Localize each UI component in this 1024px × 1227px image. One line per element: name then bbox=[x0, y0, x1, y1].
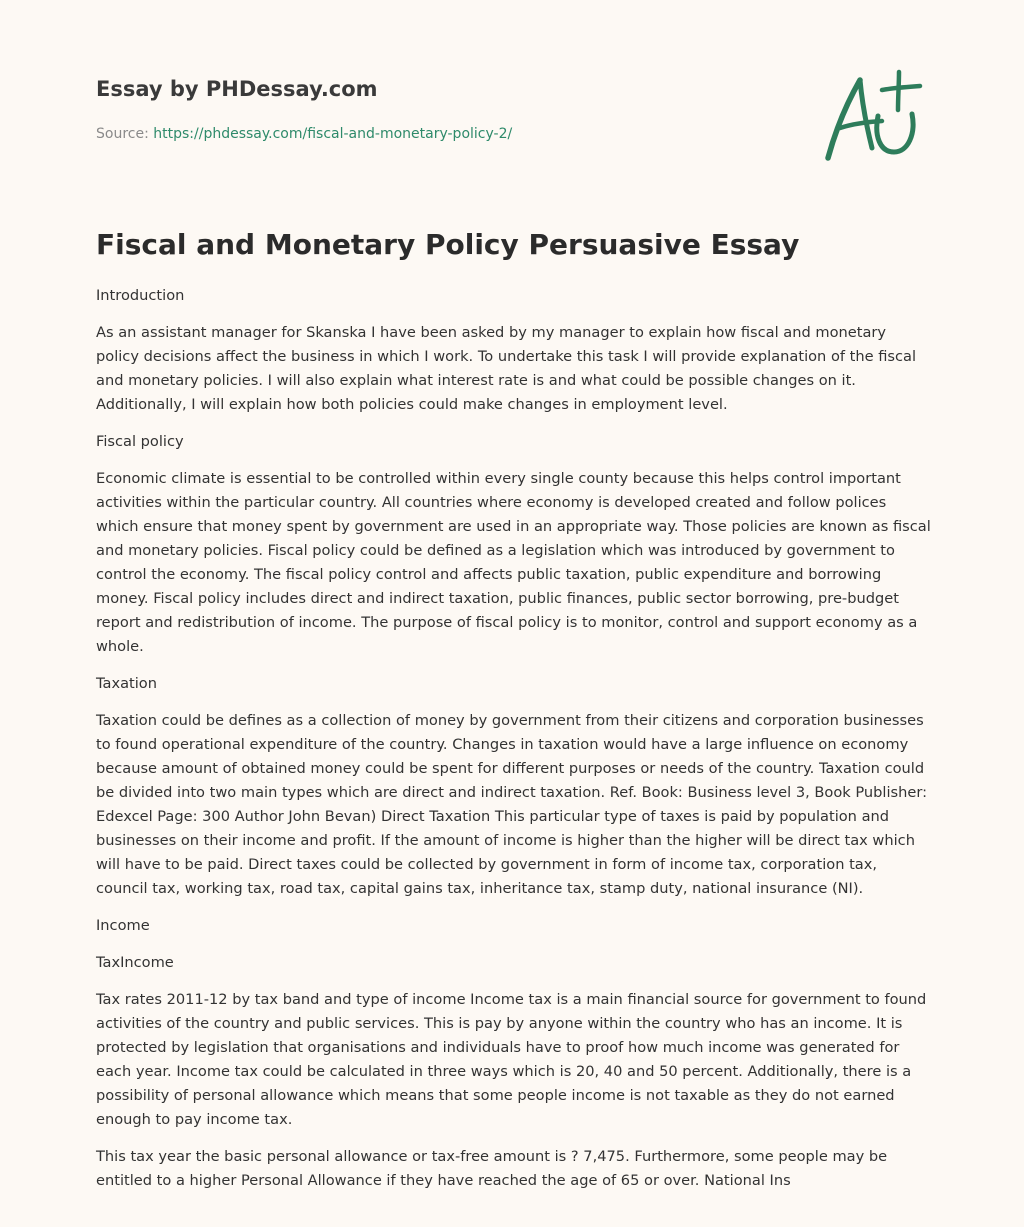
section-heading: Introduction bbox=[96, 287, 185, 304]
body-paragraph: This tax year the basic personal allowance or tax-free amount is ? 7,475. Furthermore, some people may be entitled to a higher Personal Allowance if they have reached the age of 65 or over. National Ins bbox=[96, 1148, 888, 1189]
body-paragraph: As an assistant manager for Skanska I have been asked by my manager to explain how fiscal and monetary policy decisions affect the business in which I work. To undertake this task I will provide explanation of the fiscal and monetary policies. I will also explain what interest rate is and what could be possible changes on it. Additionally, I will explain how both policies could make changes in employment level. bbox=[96, 324, 917, 413]
body-paragraph: Tax rates 2011-12 by tax band and type of income Income tax is a main financial source for government to found activities of the country and public services. This is pay by anyone within the country who has an income. It is protected by legislation that organisations and individuals have to proof how much income was generated for each year. Income tax could be calculated in three ways which is 20, 40 and 50 percent. Additionally, there is a possibility of personal allowance which means that some people income is not taxable as they do not earned enough to pay income tax. bbox=[96, 991, 927, 1128]
source-link[interactable]: https://phdessay.com/fiscal-and-monetary-policy-2/ bbox=[153, 126, 513, 142]
body-paragraph: Economic climate is essential to be controlled within every single county because this helps control important activities within the particular country. All countries where economy is developed created and follow polices which ensure that money spent by government are used in an appropriate way. Those policies are known as fiscal and monetary policies. Fiscal policy could be defined as a legislation which was introduced by government to control the economy. The fiscal policy control and affects public taxation, public expenditure and borrowing money. Fiscal policy includes direct and indirect taxation, public finances, public sector borrowing, pre-budget report and redistribution of income. The purpose of fiscal policy is to monitor, control and support economy as a whole. bbox=[96, 470, 931, 655]
section-heading: Taxation bbox=[96, 675, 157, 692]
essay-title: Fiscal and Monetary Policy Persuasive Essay bbox=[96, 228, 800, 261]
site-brand: Essay by PHDessay.com bbox=[96, 77, 378, 101]
source-line bbox=[96, 124, 796, 144]
a-plus-grade-icon bbox=[820, 66, 930, 166]
essay-body bbox=[96, 284, 931, 1206]
section-heading: TaxIncome bbox=[96, 954, 174, 971]
document-header bbox=[96, 74, 796, 144]
section-heading: Income bbox=[96, 917, 150, 934]
body-paragraph: Taxation could be defines as a collection of money by government from their citizens and corporation businesses to found operational expenditure of the country. Changes in taxation would have a large influence on economy because amount of obtained money could be spent for different purposes or needs of the country. Taxation could be divided into two main types which are direct and indirect taxation. Ref. Book: Business level 3, Book Publisher: Edexcel Page: 300 Author John Bevan) Direct Taxation This particular type of taxes is paid by population and businesses on their income and profit. If the amount of income is higher than the higher will be direct tax which will have to be paid. Direct taxes could be collected by government in form of income tax, corporation tax, council tax, working tax, road tax, capital gains tax, inheritance tax, stamp duty, national insurance (NI). bbox=[96, 712, 927, 897]
source-label: Source: bbox=[96, 126, 154, 142]
section-heading: Fiscal policy bbox=[96, 433, 184, 450]
